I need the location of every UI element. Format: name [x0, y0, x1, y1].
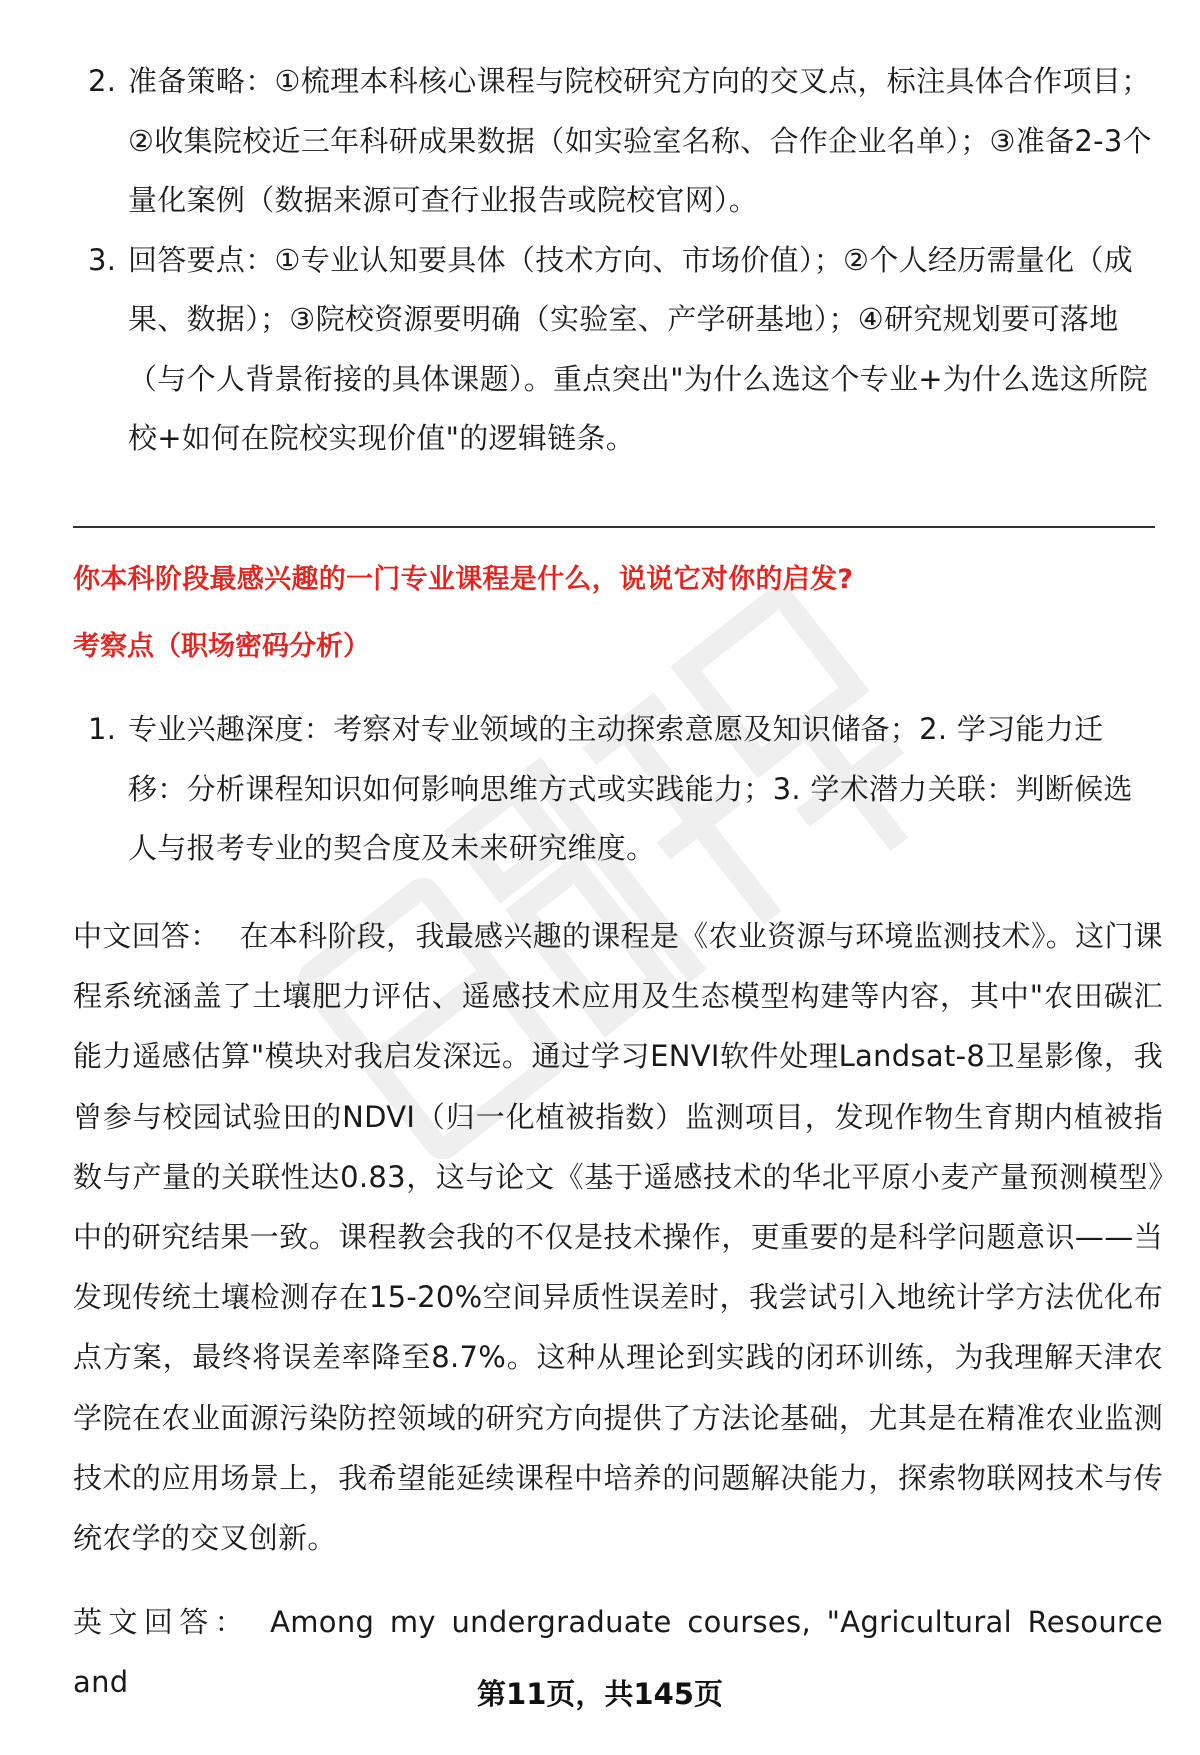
- list-item-text: 回答要点：①专业认知要具体（技术方向、市场价值）；②个人经历需量化（成果、数据）；③院校资源要明确（实验室、产学研基地）；④研究规划要可落地（与个人背景衔接的具体课题）。重点突出"为什么选这个专业+为什么选这所院校+如何在院校实现价值"的逻辑链条。: [128, 242, 1148, 455]
- chinese-answer-label: 中文回答：: [73, 919, 220, 953]
- english-answer-label: 英文回答：: [73, 1605, 251, 1639]
- list-item: [73, 231, 1153, 469]
- chinese-answer: [73, 906, 1163, 1568]
- list-item-number: 2.: [88, 64, 117, 98]
- prev-section-list: [73, 52, 1153, 469]
- list-item-number: 3.: [88, 242, 117, 277]
- question-title: 你本科阶段最感兴趣的一门专业课程是什么，说说它对你的启发?: [73, 564, 854, 595]
- list-item: [73, 52, 1153, 231]
- list-item: [73, 700, 1153, 879]
- list-item-text: 专业兴趣深度：考察对专业领域的主动探索意愿及知识储备；2. 学习能力迁移：分析课程知识如何影响思维方式或实践能力；3. 学术潜力关联：判断候选人与报考专业的契合度及未来研究维度。: [128, 712, 1133, 865]
- exam-points-list: [73, 700, 1153, 879]
- chinese-answer-text: 在本科阶段，我最感兴趣的课程是《农业资源与环境监测技术》。这门课程系统涵盖了土壤肥力评估、遥感技术应用及生态模型构建等内容，其中"农田碳汇能力遥感估算"模块对我启发深远。通过学习ENVI软件处理Landsat-8卫星影像，我曾参与校园试验田的NDVI（归一化植被指数）监测项目，发现作物生育期内植被指数与产量的关联性达0.83，这与论文《基于遥感技术的华北平原小麦产量预测模型》中的研究结果一致。课程教会我的不仅是技术操作，更重要的是科学问题意识——当发现传统土壤检测存在15-20%空间异质性误差时，我尝试引入地统计学方法优化布点方案，最终将误差率降至8.7%。这种从理论到实践的闭环训练，为我理解天津农学院在农业面源污染防控领域的研究方向提供了方法论基础，尤其是在精准农业监测技术的应用场景上，我希望能延续课程中培养的问题解决能力，探索物联网技术与传统农学的交叉创新。: [73, 919, 1163, 1556]
- section-divider: [73, 526, 1155, 528]
- page-number: 第11页，共145页: [477, 1677, 723, 1711]
- list-item-text: 准备策略：①梳理本科核心课程与院校研究方向的交叉点，标注具体合作项目；②收集院校近三年科研成果数据（如实验室名称、合作企业名单）；③准备2-3个量化案例（数据来源可查行业报告或院校官网）。: [128, 64, 1152, 217]
- english-answer-text: Among my undergraduate courses, "Agricultural Resource and: [73, 1605, 1163, 1700]
- list-item-number: 1.: [88, 712, 117, 746]
- exam-points-heading: 考察点（职场密码分析）: [73, 631, 370, 662]
